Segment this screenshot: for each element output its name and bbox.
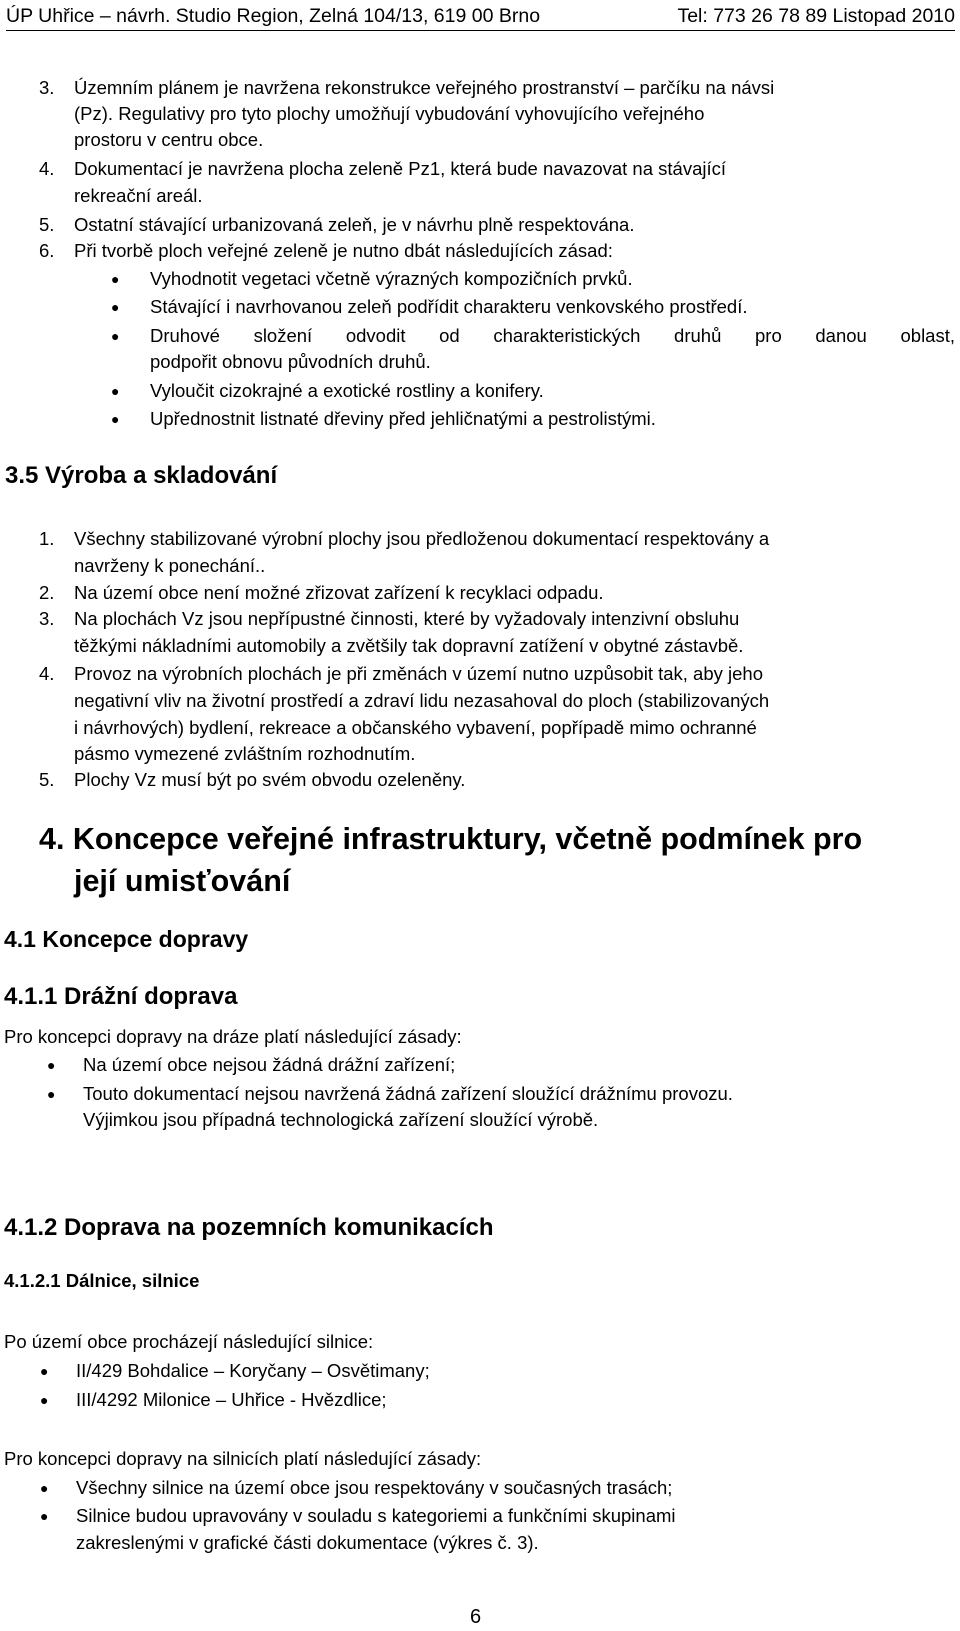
list-item-text: prostoru v centru obce.	[74, 129, 264, 150]
list-item-text: Všechny stabilizované výrobní plochy jsou předloženou dokumentací respektovány a	[74, 528, 770, 549]
bullet-text: podpořit obnovu původních druhů.	[150, 351, 431, 372]
paragraph: Pro koncepci dopravy na silnicích platí následující zásady:	[4, 1448, 482, 1469]
list-number: 3.	[39, 77, 55, 98]
bullet-icon: ●	[40, 1508, 49, 1524]
chapter-heading-line2: její umisťování	[74, 864, 291, 898]
bullet-text: Všechny silnice na území obce jsou respektovány v současných trasách;	[76, 1477, 673, 1498]
bullet-icon: ●	[40, 1363, 49, 1379]
list-item-text: Dokumentací je navržena plocha zeleně Pz1, která bude navazovat na stávající	[74, 158, 726, 179]
section-heading: 3.5 Výroba a skladování	[5, 462, 278, 489]
bullet-icon: ●	[111, 411, 120, 427]
bullet-text: Upřednostnit listnaté dřeviny před jehličnatými a pestrolistými.	[150, 408, 656, 429]
bullet-icon: ●	[111, 328, 120, 344]
list-item-text: (Pz). Regulativy pro tyto plochy umožňují vybudování vyhovujícího veřejného	[74, 103, 705, 124]
chapter-heading-line1: 4. Koncepce veřejné infrastruktury, včetně podmínek pro	[39, 822, 863, 856]
bullet-icon: ●	[40, 1480, 49, 1496]
page-number: 6	[470, 1606, 482, 1628]
list-item-text: rekreační areál.	[74, 185, 203, 206]
bullet-icon: ●	[111, 271, 120, 287]
bullet-icon: ●	[111, 299, 120, 315]
list-item-text: Na plochách Vz jsou nepřípustné činnosti, které by vyžadovaly intenzivní obsluhu	[74, 608, 740, 629]
header-left: ÚP Uhřice – návrh. Studio Region, Zelná 104/13, 619 00 Brno	[6, 5, 541, 27]
page-header	[6, 4, 955, 31]
subsection-heading: 4.1 Koncepce dopravy	[4, 926, 249, 952]
list-item-text: Na území obce není možné zřizovat zařízení k recyklaci odpadu.	[74, 582, 604, 603]
list-item-text: Provoz na výrobních plochách je při změnách v území nutno uzpůsobit tak, aby jeho	[74, 663, 763, 684]
bullet-text: zakreslenými v grafické části dokumentace (výkres č. 3).	[76, 1532, 539, 1553]
bullet-text: Vyhodnotit vegetaci včetně výrazných kompozičních prvků.	[150, 268, 633, 289]
list-number: 4.	[39, 158, 55, 179]
list-item-text: Plochy Vz musí být po svém obvodu ozeleněny.	[74, 769, 466, 790]
list-number: 6.	[39, 240, 55, 261]
bullet-icon: ●	[47, 1057, 56, 1073]
list-item-text: Ostatní stávající urbanizovaná zeleň, je v návrhu plně respektována.	[74, 214, 635, 235]
header-right: Tel: 773 26 78 89 Listopad 2010	[677, 5, 955, 27]
list-item-text: Územním plánem je navržena rekonstrukce veřejného prostranství – parčíku na návsi	[74, 77, 775, 98]
subsubsection-heading: 4.1.1 Drážní doprava	[4, 983, 238, 1010]
subsubsection-heading: 4.1.2 Doprava na pozemních komunikacích	[4, 1214, 494, 1241]
bullet-text: II/429 Bohdalice – Koryčany – Osvětimany;	[76, 1360, 430, 1381]
bullet-text: Výjimkou jsou případná technologická zařízení sloužící výrobě.	[83, 1109, 599, 1130]
list-number: 2.	[39, 582, 55, 603]
list-number: 3.	[39, 608, 55, 629]
paragraph: Po území obce procházejí následující silnice:	[4, 1331, 374, 1352]
list-item-text: navrženy k ponechání..	[74, 555, 266, 576]
paragraph: Pro koncepci dopravy na dráze platí následující zásady:	[4, 1026, 462, 1047]
list-number: 5.	[39, 769, 55, 790]
subsubsubsection-heading: 4.1.2.1 Dálnice, silnice	[4, 1270, 200, 1291]
bullet-icon: ●	[40, 1392, 49, 1408]
list-item-text: pásmo vymezené zvláštním rozhodnutím.	[74, 743, 416, 764]
list-item-text: těžkými nákladními automobily a zvětšily tak dopravní zatížení v obytné zástavbě.	[74, 635, 744, 656]
list-item-text: i návrhových) bydlení, rekreace a občanského vybavení, popřípadě mimo ochranné	[74, 717, 757, 738]
bullet-icon: ●	[47, 1086, 56, 1102]
bullet-text: Touto dokumentací nejsou navržená žádná zařízení sloužící drážnímu provozu.	[83, 1083, 733, 1104]
bullet-text: Druhové složení odvodit od charakteristických druhů pro danou oblast,	[150, 325, 955, 346]
list-item-text: negativní vliv na životní prostředí a zdraví lidu nezasahoval do ploch (stabilizovaných	[74, 690, 770, 711]
list-number: 4.	[39, 663, 55, 684]
list-item-text: Při tvorbě ploch veřejné zeleně je nutno dbát následujících zásad:	[74, 240, 613, 261]
bullet-text: Vyloučit cizokrajné a exotické rostliny a konifery.	[150, 380, 544, 401]
bullet-icon: ●	[111, 383, 120, 399]
bullet-text: Na území obce nejsou žádná drážní zařízení;	[83, 1054, 456, 1075]
list-number: 1.	[39, 528, 55, 549]
bullet-text: Stávající i navrhovanou zeleň podřídit charakteru venkovského prostředí.	[150, 296, 748, 317]
list-number: 5.	[39, 214, 55, 235]
bullet-text: III/4292 Milonice – Uhřice - Hvězdlice;	[76, 1389, 387, 1410]
bullet-text: Silnice budou upravovány v souladu s kategoriemi a funkčními skupinami	[76, 1505, 676, 1526]
